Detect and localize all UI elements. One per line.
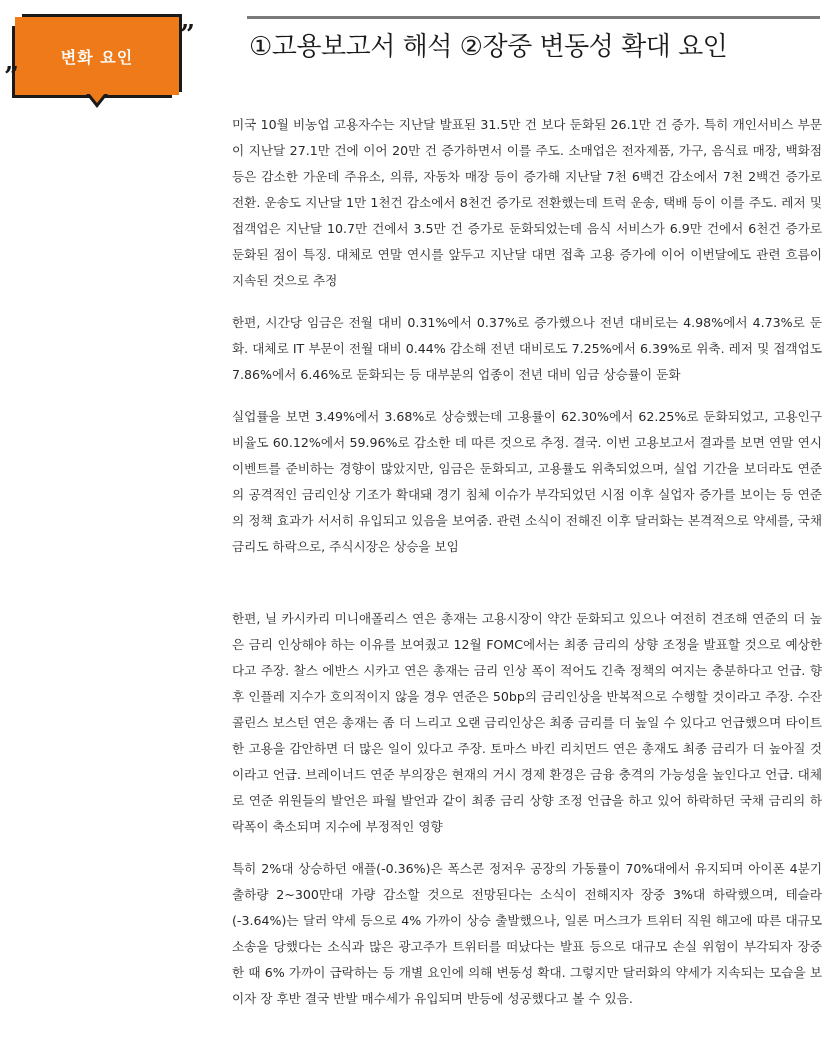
paragraph-volatility: 특히 2%대 상승하던 애플(-0.36%)은 폭스콘 정저우 공장의 가동률이 70%대에서 유지되며 아이폰 4분기 출하량 2~300만대 가량 감소할 것으로 전망된다는 소식이 전해지자 장중 3%대 하락했으며, 테슬라(-3.64%)는 달러 약세 등으로 4% 가까이 상승 출발했으나, 일론 머스크가 트위터 직원 해고에 따른 대규모 소송을 당했다는 소식과 많은 광고주가 트위터를 떠났다는 발표 등으로 대규모 손실 위험이 부각되자 장중 한 때 6% 가까이 급락하는 등 개별 요인에 의해 변동성 확대. 그렇지만 달러화의 약세가 지속되는 모습을 보이자 장 후반 결국 반발 매수세가 유입되며 반등에 성공했다고 볼 수 있음. (232, 861, 822, 1006)
close-quote-icon: ” (180, 20, 195, 50)
section-badge (0, 0, 200, 120)
paragraph-wages: 한편, 시간당 임금은 전월 대비 0.31%에서 0.37%로 증가했으나 전년 대비로는 4.98%에서 4.73%로 둔화. 대체로 IT 부문이 전월 대비 0.44% 감소해 전년 대비로도 7.25%에서 6.39%로 위축. 레저 및 접객업도 7.86%에서 6.46%로 둔화되는 등 대부분의 업종이 전년 대비 임금 상승률이 둔화 (232, 315, 822, 382)
badge-label: 변화 요인 (60, 47, 134, 67)
badge-box (15, 17, 179, 95)
title-divider (247, 16, 820, 19)
badge-pointer (89, 93, 105, 103)
close-quote-icon-bottom: ” (4, 62, 19, 92)
body-content (232, 112, 822, 1028)
paragraph-fed-officials: 한편, 닐 카시카리 미니애폴리스 연은 총재는 고용시장이 약간 둔화되고 있으나 여전히 견조해 연준의 더 높은 금리 인상해야 하는 이유를 보여줬고 12월 FOMC에서는 최종 금리의 상향 조정을 발표할 것으로 예상한다고 주장. 찰스 에반스 시카고 연은 총재는 금리 인상 폭이 적어도 긴축 정책의 여지는 충분하다고 언급. 향후 인플레 지수가 호의적이지 않을 경우 연준은 50bp의 금리인상을 반복적으로 수행할 것이라고 주장. 수잔 콜린스 보스턴 연은 총재는 좀 더 느리고 오랜 금리인상은 최종 금리를 더 높일 수 있다고 언급했으며 타이트한 고용을 감안하면 더 많은 일이 있다고 주장. 토마스 바킨 리치먼드 연은 총재도 최종 금리가 더 높아질 것이라고 언급. 브레이너드 연준 부의장은 현재의 거시 경제 환경은 금융 충격의 가능성을 높인다고 언급. 대체로 연준 위원들의 발언은 파월 발언과 같이 최종 금리 상향 조정 언급을 하고 있어 하락하던 국채 금리의 하락폭이 축소되며 지수에 부정적인 영향 (232, 611, 822, 834)
paragraph-unemployment: 실업률을 보면 3.49%에서 3.68%로 상승했는데 고용률이 62.30%에서 62.25%로 둔화되었고, 고용인구 비율도 60.12%에서 59.96%로 감소한 데 따른 것으로 추정. 결국. 이번 고용보고서 결과를 보면 연말 연시 이벤트를 준비하는 경향이 많았지만, 임금은 둔화되고, 고용률도 위축되었으며, 실업 기간을 보더라도 연준의 공격적인 금리인상 기조가 확대돼 경기 침체 이슈가 부각되었던 시점 이후 실업자 증가를 보이는 등 연준의 정책 효과가 서서히 유입되고 있음을 보여줌. 관련 소식이 전해진 이후 달러화는 본격적으로 약세를, 국채 금리도 하락으로, 주식시장은 상승을 보임 (232, 409, 822, 554)
paragraph-employment: 미국 10월 비농업 고용자수는 지난달 발표된 31.5만 건 보다 둔화된 26.1만 건 증가. 특히 개인서비스 부문이 지난달 27.1만 건에 이어 20만 건 증가하면서 이를 주도. 소매업은 전자제품, 가구, 음식료 매장, 백화점 등은 감소한 가운데 주유소, 의류, 자동차 매장 등이 증가해 지난달 7천 6백건 감소에서 7천 2백건 증가로 전환. 운송도 지난달 1만 1천건 감소에서 8천건 증가로 전환했는데 트럭 운송, 택배 등이 이를 주도. 레저 및 접객업은 지난달 10.7만 건에서 3.5만 건 증가로 둔화되었는데 음식 서비스가 6.9만 건에서 6천건 증가로 둔화된 점이 특징. 대체로 연말 연시를 앞두고 지난달 대면 접촉 고용 증가에 이어 이번달에도 관련 흐름이 지속된 것으로 추정 (232, 117, 822, 288)
page-title: ①고용보고서 해석 ②장중 변동성 확대 요인 (249, 32, 728, 62)
